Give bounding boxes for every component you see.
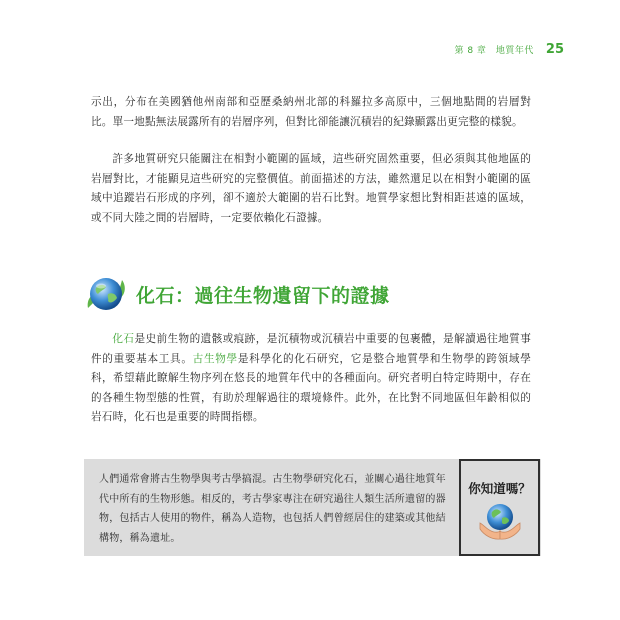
hands-holding-globe-icon bbox=[478, 501, 522, 541]
section-title: 化石：過往生物遺留下的證據 bbox=[136, 284, 390, 307]
body-paragraph-3-text-a: 是史前生物的遺骸或痕跡，是沉積物或沉積岩中重要的包裹體，是解讀過往地質事件的重要基本工具。 bbox=[91, 333, 531, 365]
body-paragraph-2 bbox=[91, 150, 531, 228]
did-you-know-label: 你知道嗎？ bbox=[468, 481, 531, 496]
running-head bbox=[454, 42, 564, 57]
did-you-know-panel bbox=[459, 459, 540, 556]
body-paragraph-1: 示出，分布在美國猶他州南部和亞歷桑納州北部的科羅拉多高原中，三個地點間的岩層對比。單一地點無法展露所有的岩層序列，但對比卻能讓沉積岩的紀錄顯露出更完整的樣貌。 bbox=[91, 96, 531, 128]
body-paragraph-3-text-b: 是科學化的化石研究，它是整合地質學和生物學的跨領域學科，希望藉此瞭解生物序列在悠長的地質年代中的各種面向。研究者明白特定時期中，存在的各種生物型態的性質，有助於理解過往的環境條件。此外，在比對不同地區但年齡相似的岩石時，化石也是重要的時間指標。 bbox=[91, 352, 531, 424]
body-paragraph-2-text: 許多地質研究只能關注在相對小範圍的區域，這些研究固然重要，但必須與其他地區的岩層對比，才能顯見這些研究的完整價值。前面描述的方法，雖然還足以在相對小範圍的區域中追蹤岩石形成的序列，卻不適於大範圍的岩石比對。地質學家想比對相距甚遠的區域，或不同大陸之間的岩層時，一定要依賴化石證據。 bbox=[91, 153, 531, 224]
term-fossil: 化石 bbox=[112, 333, 135, 345]
globe-with-leaf-icon bbox=[84, 272, 128, 316]
body-paragraph-3 bbox=[91, 330, 531, 428]
page-number: 25 bbox=[545, 42, 564, 57]
chapter-title: 第 8 章 地質年代 bbox=[454, 46, 534, 56]
section-heading bbox=[84, 272, 390, 316]
term-paleontology: 古生物學 bbox=[192, 352, 238, 365]
did-you-know-text: 人們通常會將古生物學與考古學搞混。古生物學研究化石，並關心過往地質年代中所有的生物形態。相反的，考古學家專注在研究過往人類生活所遺留的器物，包括古人使用的物件，稱為人造物，也包括人們曾經居住的建築或其他結構物，稱為遺址。 bbox=[99, 474, 446, 544]
